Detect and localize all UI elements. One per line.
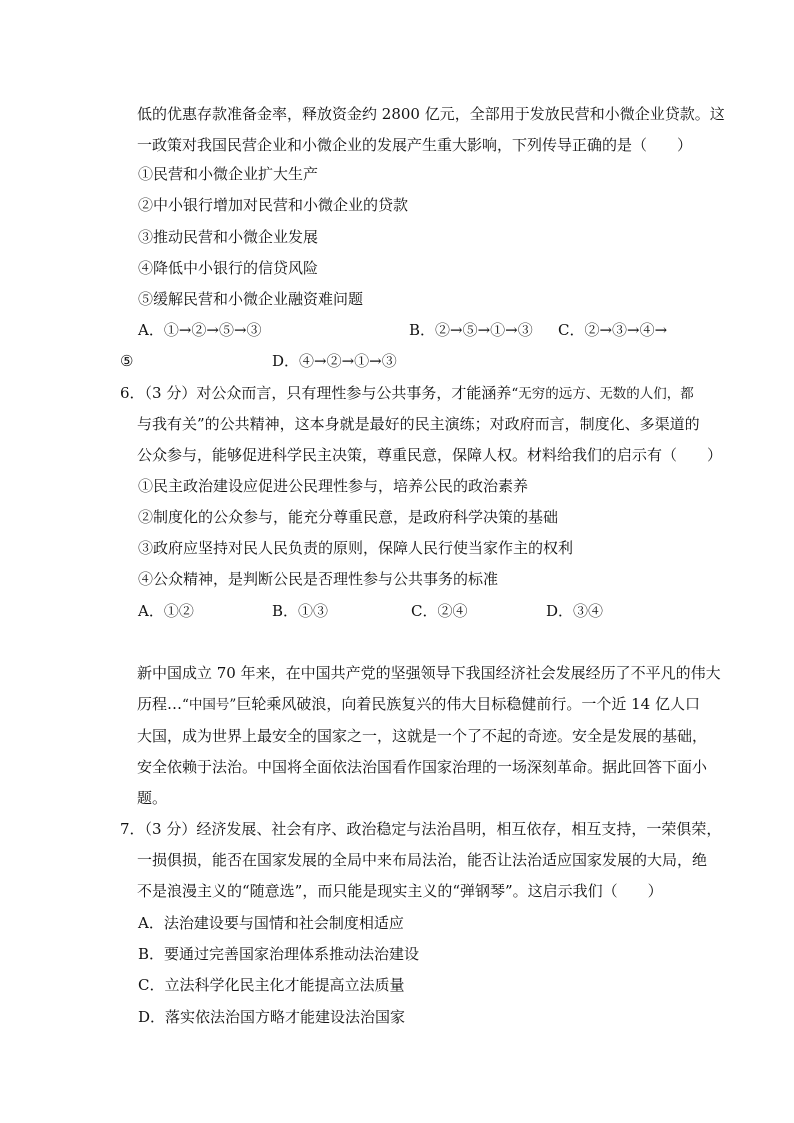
q6-quote: “无穷的远方、无数的人们，都 [511,386,694,402]
q6-option-d[interactable]: D．③④ [546,602,604,620]
q5-option-c-continued: ⑤ [120,352,134,370]
q5-option-c[interactable]: C．②→③→④→ [558,321,668,339]
material-line-2-start: 历程… [137,695,183,713]
material-line-5: 题。 [137,789,168,807]
q5-stem-line-1: 低的优惠存款准备金率，释放资金约 2800 亿元，全部用于发放民营和小微企业贷款。这 [137,105,725,123]
q6-stem-line-2: 与我有关”的公共精神，这本身就是最好的民主演练；对政府而言，制度化、多渠道的 [137,415,700,433]
q6-item-1: ①民主政治建设应促进公民理性参与，培养公民的政治素养 [138,477,529,495]
q6-number: 6．（3 分）对公众而言，只有理性参与公共事务，才能涵养 [120,384,512,402]
q5-option-d[interactable]: D．④→②→①→③ [272,352,397,370]
q6-stem-line-1 [120,383,694,403]
q5-item-4: ④降低中小银行的信贷风险 [138,259,319,277]
material-line-2 [137,694,700,714]
q7-option-c[interactable]: C．立法科学化民主化才能提高立法质量 [138,976,405,994]
q6-stem-line-3: 公众参与，能够促进科学民主决策，尊重民意，保障人权。材料给我们的启示有（ ） [137,446,723,464]
material-line-3: 大国，成为世界上最安全的国家之一，这就是一个了不起的奇迹。安全是发展的基础， [137,727,708,745]
material-quote: “中国号” [182,697,237,713]
q5-option-a[interactable]: A．①→②→⑤→③ [138,321,262,339]
q6-option-c[interactable]: C．②④ [411,602,468,620]
q6-option-b[interactable]: B．①③ [272,602,329,620]
q6-item-4: ④公众精神，是判断公民是否理性参与公共事务的标准 [138,570,499,588]
q7-option-b[interactable]: B．要通过完善国家治理体系推动法治建设 [138,945,420,963]
material-line-2-end: 巨轮乘风破浪，向着民族复兴的伟大目标稳健前行。一个近 14 亿人口 [236,695,700,713]
q6-option-a[interactable]: A．①② [138,602,194,620]
q5-stem-line-2: 一政策对我国民营企业和小微企业的发展产生重大影响，下列传导正确的是（ ） [137,136,693,154]
material-line-1: 新中国成立 70 年来，在中国共产党的坚强领导下我国经济社会发展经历了不平凡的伟大 [137,664,721,682]
material-line-4: 安全依赖于法治。中国将全面依法治国看作国家治理的一场深刻革命。据此回答下面小 [137,758,708,776]
q6-item-3: ③政府应坚持对民人民负责的原则，保障人民行使当家作主的权利 [138,539,574,557]
q5-item-5: ⑤缓解民营和小微企业融资难问题 [138,290,364,308]
q7-stem-line-1: 7．（3 分）经济发展、社会有序、政治稳定与法治昌明，相互依存，相互支持，一荣俱荣， [120,820,722,838]
q6-item-2: ②制度化的公众参与，能充分尊重民意，是政府科学决策的基础 [138,508,559,526]
q5-option-b[interactable]: B．②→⑤→①→③ [409,321,533,339]
q7-stem-line-2: 一损俱损，能否在国家发展的全局中来布局法治，能否让法治适应国家发展的大局，绝 [137,851,708,869]
q5-item-1: ①民营和小微企业扩大生产 [138,165,319,183]
q7-option-a[interactable]: A．法治建设要与国情和社会制度相适应 [138,914,404,932]
q5-item-3: ③推动民营和小微企业发展 [138,228,319,246]
q7-option-d[interactable]: D．落实依法治国方略才能建设法治国家 [138,1008,406,1026]
q5-item-2: ②中小银行增加对民营和小微企业的贷款 [138,196,409,214]
q7-stem-line-3: 不是浪漫主义的“随意选”，而只能是现实主义的“弹钢琴”。这启示我们（ ） [137,882,663,900]
